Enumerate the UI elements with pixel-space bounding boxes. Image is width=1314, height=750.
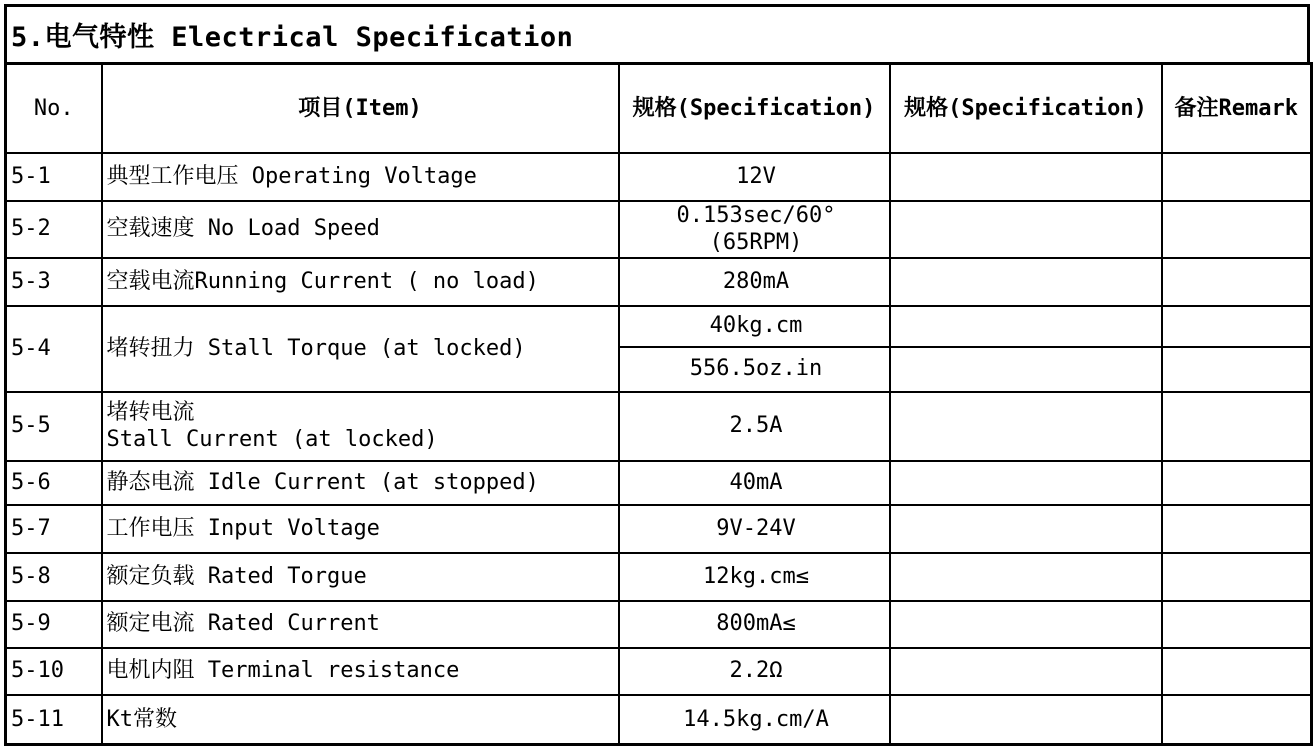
row-remark [1162, 461, 1312, 505]
row-spec-value: 14.5kg.cm/A [619, 695, 890, 745]
row-spec-value: 2.5A [619, 392, 890, 461]
row-remark [1162, 347, 1312, 392]
row-spec-2 [890, 201, 1162, 258]
table-row [6, 392, 1312, 461]
row-item: 堵转扭力 Stall Torque (at locked) [102, 306, 619, 392]
row-spec-value: 280mA [619, 258, 890, 306]
row-item: 典型工作电压 Operating Voltage [102, 153, 619, 201]
header-no: No. [6, 64, 102, 153]
table-row [6, 461, 1312, 505]
row-number: 5-3 [6, 258, 102, 306]
row-spec-value: 40kg.cm [619, 306, 890, 347]
row-item: 电机内阻 Terminal resistance [102, 648, 619, 695]
row-number: 5-11 [6, 695, 102, 745]
row-spec-2 [890, 648, 1162, 695]
row-remark [1162, 201, 1312, 258]
row-remark [1162, 258, 1312, 306]
header-row [6, 64, 1312, 153]
row-remark [1162, 505, 1312, 553]
row-remark [1162, 553, 1312, 601]
spec-line-2: (65RPM) [709, 230, 803, 255]
row-item: 静态电流 Idle Current (at stopped) [102, 461, 619, 505]
row-spec-value [619, 201, 890, 258]
table-row [6, 695, 1312, 745]
row-item: 空载电流Running Current ( no load) [102, 258, 619, 306]
table-row [6, 258, 1312, 306]
row-number: 5-6 [6, 461, 102, 505]
spec-line-1: 0.153sec/60° [676, 202, 836, 228]
row-remark [1162, 601, 1312, 648]
header-spec-1: 规格(Specification) [619, 64, 890, 153]
row-spec-value: 9V-24V [619, 505, 890, 553]
row-item: 工作电压 Input Voltage [102, 505, 619, 553]
spec-table [4, 62, 1313, 746]
item-line-2: Stall Current (at locked) [106, 427, 438, 452]
row-spec-value: 2.2Ω [619, 648, 890, 695]
row-item: 额定负载 Rated Torgue [102, 553, 619, 601]
row-spec-2 [890, 347, 1162, 392]
table-row [6, 553, 1312, 601]
row-remark [1162, 648, 1312, 695]
row-spec-2 [890, 505, 1162, 553]
row-spec-2 [890, 461, 1162, 505]
header-item: 项目(Item) [102, 64, 619, 153]
row-spec-2 [890, 306, 1162, 347]
row-number: 5-5 [6, 392, 102, 461]
row-spec-2 [890, 695, 1162, 745]
row-remark [1162, 695, 1312, 745]
row-number: 5-7 [6, 505, 102, 553]
row-spec-value: 556.5oz.in [619, 347, 890, 392]
row-item [102, 392, 619, 461]
row-item: 空载速度 No Load Speed [102, 201, 619, 258]
section-title: 5.电气特性 Electrical Specification [4, 4, 1310, 62]
row-number: 5-2 [6, 201, 102, 258]
row-remark [1162, 306, 1312, 347]
header-spec-2: 规格(Specification) [890, 64, 1162, 153]
row-spec-2 [890, 153, 1162, 201]
row-number: 5-9 [6, 601, 102, 648]
row-spec-2 [890, 392, 1162, 461]
table-row [6, 648, 1312, 695]
table-row [6, 153, 1312, 201]
row-spec-2 [890, 553, 1162, 601]
row-remark [1162, 392, 1312, 461]
row-spec-2 [890, 601, 1162, 648]
header-remark: 备注Remark [1162, 64, 1312, 153]
row-number: 5-4 [6, 306, 102, 392]
row-spec-value: 12kg.cm≤ [619, 553, 890, 601]
row-item: Kt常数 [102, 695, 619, 745]
row-number: 5-10 [6, 648, 102, 695]
row-item: 额定电流 Rated Current [102, 601, 619, 648]
item-line-1: 堵转电流 [106, 399, 195, 425]
row-number: 5-1 [6, 153, 102, 201]
table-row [6, 201, 1312, 258]
row-spec-2 [890, 258, 1162, 306]
row-spec-value: 12V [619, 153, 890, 201]
table-row [6, 505, 1312, 553]
table-row [6, 601, 1312, 648]
row-remark [1162, 153, 1312, 201]
table-row [6, 306, 1312, 347]
row-spec-value: 40mA [619, 461, 890, 505]
row-number: 5-8 [6, 553, 102, 601]
row-spec-value: 800mA≤ [619, 601, 890, 648]
